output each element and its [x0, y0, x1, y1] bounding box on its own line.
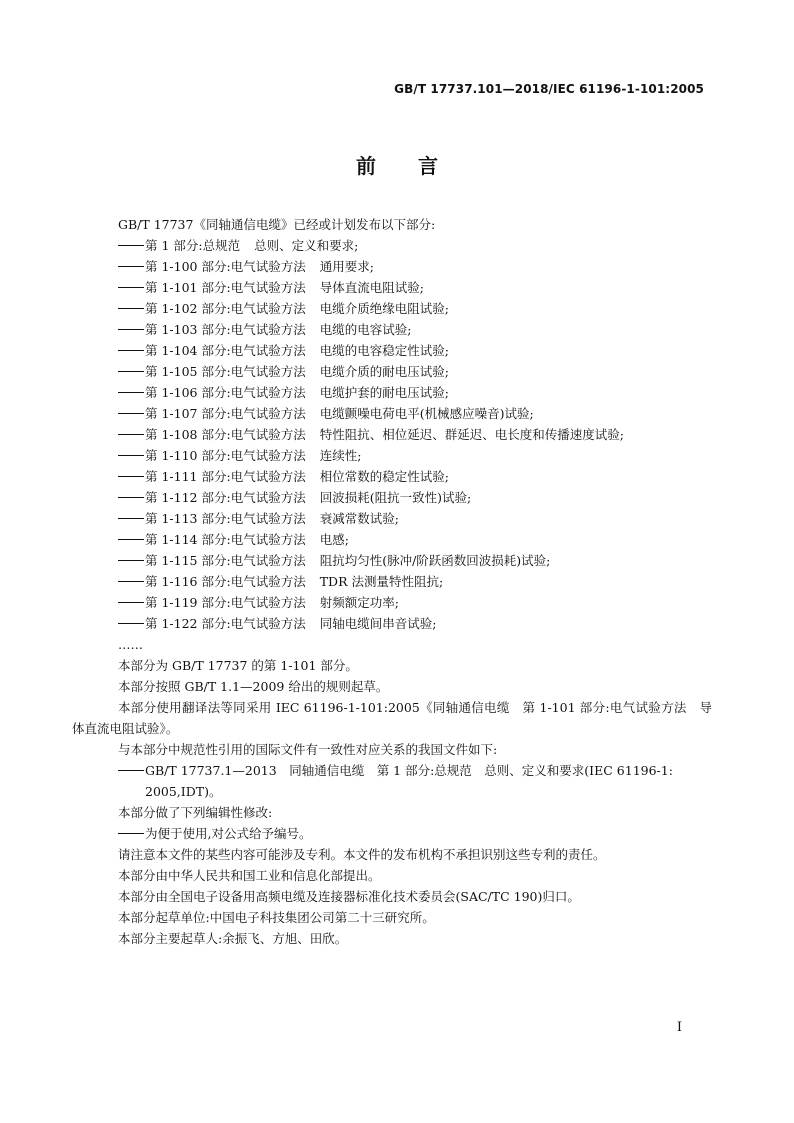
paragraph: 本部分由全国电子设备用高频电缆及连接器标准化技术委员会(SAC/TC 190)归口。	[118, 889, 580, 904]
part-label: 第 1-110 部分:电气试验方法	[145, 448, 306, 463]
dash-mark	[118, 266, 144, 267]
part-label: 第 1-119 部分:电气试验方法	[145, 595, 306, 610]
list-item	[92, 529, 712, 550]
paragraph-adoption: 本部分使用翻译法等同采用 IEC 61196-1-101:2005《同轴通信电缆 第 1-101 部分:电气试验方法 导体直流电阻试验》。	[72, 700, 712, 736]
part-label: 第 1-114 部分:电气试验方法	[145, 532, 306, 547]
part-topic: 同轴电缆间串音试验;	[319, 616, 437, 631]
list-item	[92, 319, 712, 340]
list-item	[92, 445, 712, 466]
dash-mark	[118, 497, 144, 498]
part-label: 第 1 部分:总规范	[145, 238, 241, 253]
part-label: 第 1-103 部分:电气试验方法	[145, 322, 306, 337]
list-item	[92, 382, 712, 403]
list-item	[92, 613, 712, 634]
part-label: 第 1-112 部分:电气试验方法	[145, 490, 306, 505]
part-topic: 衰减常数试验;	[319, 511, 399, 526]
part-topic: 电缆护套的耐电压试验;	[319, 385, 449, 400]
dash-mark	[118, 581, 144, 582]
part-label: 第 1-102 部分:电气试验方法	[145, 301, 306, 316]
list-item	[92, 424, 712, 445]
dash-mark	[118, 623, 144, 624]
dash-mark	[118, 770, 144, 771]
part-label: 第 1-100 部分:电气试验方法	[145, 259, 306, 274]
part-topic: 连续性;	[319, 448, 362, 463]
dash-mark	[118, 371, 144, 372]
part-topic: 通用要求;	[319, 259, 374, 274]
part-topic: 特性阻抗、相位延迟、群延迟、电长度和传播速度试验;	[319, 427, 624, 442]
dash-mark	[118, 833, 144, 834]
dash-mark	[118, 518, 144, 519]
reference-item	[92, 760, 712, 781]
dash-mark	[118, 455, 144, 456]
dash-mark	[118, 287, 144, 288]
page-number: I	[676, 1020, 682, 1035]
dash-mark	[118, 539, 144, 540]
part-topic: 电缆颤噪电荷电平(机械感应噪音)试验;	[319, 406, 534, 421]
part-topic: 相位常数的稳定性试验;	[319, 469, 449, 484]
modification-item	[92, 823, 712, 844]
foreword-body	[72, 214, 712, 949]
list-item	[92, 340, 712, 361]
dash-mark	[118, 245, 144, 246]
part-topic: 总则、定义和要求;	[254, 238, 359, 253]
reference-continuation: 2005,IDT)。	[145, 784, 222, 799]
list-item	[92, 361, 712, 382]
paragraph: 本部分由中华人民共和国工业和信息化部提出。	[118, 868, 381, 883]
ellipsis: ……	[118, 637, 143, 652]
list-item	[92, 571, 712, 592]
list-item	[92, 592, 712, 613]
part-label: 第 1-105 部分:电气试验方法	[145, 364, 306, 379]
part-topic: 回波损耗(阻抗一致性)试验;	[319, 490, 472, 505]
dash-mark	[118, 329, 144, 330]
part-topic: 电感;	[319, 532, 349, 547]
part-label: 第 1-107 部分:电气试验方法	[145, 406, 306, 421]
dash-mark	[118, 560, 144, 561]
page-title: 前言	[356, 154, 480, 178]
dash-mark	[118, 308, 144, 309]
document-code-header: GB/T 17737.101—2018/IEC 61196-1-101:2005	[394, 82, 704, 96]
dash-mark	[118, 392, 144, 393]
list-item	[92, 298, 712, 319]
list-item	[92, 466, 712, 487]
part-topic: 电缆介质绝缘电阻试验;	[319, 301, 449, 316]
dash-mark	[118, 434, 144, 435]
paragraph: 本部分主要起草人:余振飞、方旭、田欣。	[118, 931, 348, 946]
list-item	[92, 508, 712, 529]
part-label: 第 1-101 部分:电气试验方法	[145, 280, 306, 295]
modification-text: 为便于使用,对公式给予编号。	[145, 826, 312, 841]
dash-mark	[118, 602, 144, 603]
dash-mark	[118, 350, 144, 351]
dash-mark	[118, 476, 144, 477]
paragraph: 本部分按照 GB/T 1.1—2009 给出的规则起草。	[118, 679, 389, 694]
paragraph: 本部分做了下列编辑性修改:	[118, 805, 273, 820]
part-label: 第 1-111 部分:电气试验方法	[145, 469, 306, 484]
list-item	[92, 550, 712, 571]
part-label: 第 1-106 部分:电气试验方法	[145, 385, 306, 400]
list-item	[92, 403, 712, 424]
list-item	[92, 487, 712, 508]
paragraph: 本部分为 GB/T 17737 的第 1-101 部分。	[118, 658, 358, 673]
part-topic: 电缆介质的耐电压试验;	[319, 364, 449, 379]
part-topic: 电缆的电容稳定性试验;	[319, 343, 449, 358]
part-label: 第 1-113 部分:电气试验方法	[145, 511, 306, 526]
reference-text: GB/T 17737.1—2013 同轴通信电缆 第 1 部分:总规范 总则、定义和要求(IEC 61196-1:	[145, 763, 673, 778]
patent-notice: 请注意本文件的某些内容可能涉及专利。本文件的发布机构不承担识别这些专利的责任。	[118, 847, 606, 862]
part-label: 第 1-115 部分:电气试验方法	[145, 553, 306, 568]
list-item	[92, 235, 712, 256]
part-topic: 阻抗均匀性(脉冲/阶跃函数回波损耗)试验;	[319, 553, 551, 568]
part-label: 第 1-122 部分:电气试验方法	[145, 616, 306, 631]
part-label: 第 1-116 部分:电气试验方法	[145, 574, 306, 589]
part-topic: 导体直流电阻试验;	[319, 280, 424, 295]
paragraph: 与本部分中规范性引用的国际文件有一致性对应关系的我国文件如下:	[118, 742, 498, 757]
part-topic: 射频额定功率;	[319, 595, 399, 610]
part-label: 第 1-104 部分:电气试验方法	[145, 343, 306, 358]
part-label: 第 1-108 部分:电气试验方法	[145, 427, 306, 442]
intro-line: GB/T 17737《同轴通信电缆》已经或计划发布以下部分:	[118, 217, 436, 232]
list-item	[92, 256, 712, 277]
part-topic: TDR 法测量特性阻抗;	[319, 574, 444, 589]
dash-mark	[118, 413, 144, 414]
parts-list	[92, 235, 712, 634]
paragraph: 本部分起草单位:中国电子科技集团公司第二十三研究所。	[118, 910, 435, 925]
part-topic: 电缆的电容试验;	[319, 322, 412, 337]
list-item	[92, 277, 712, 298]
